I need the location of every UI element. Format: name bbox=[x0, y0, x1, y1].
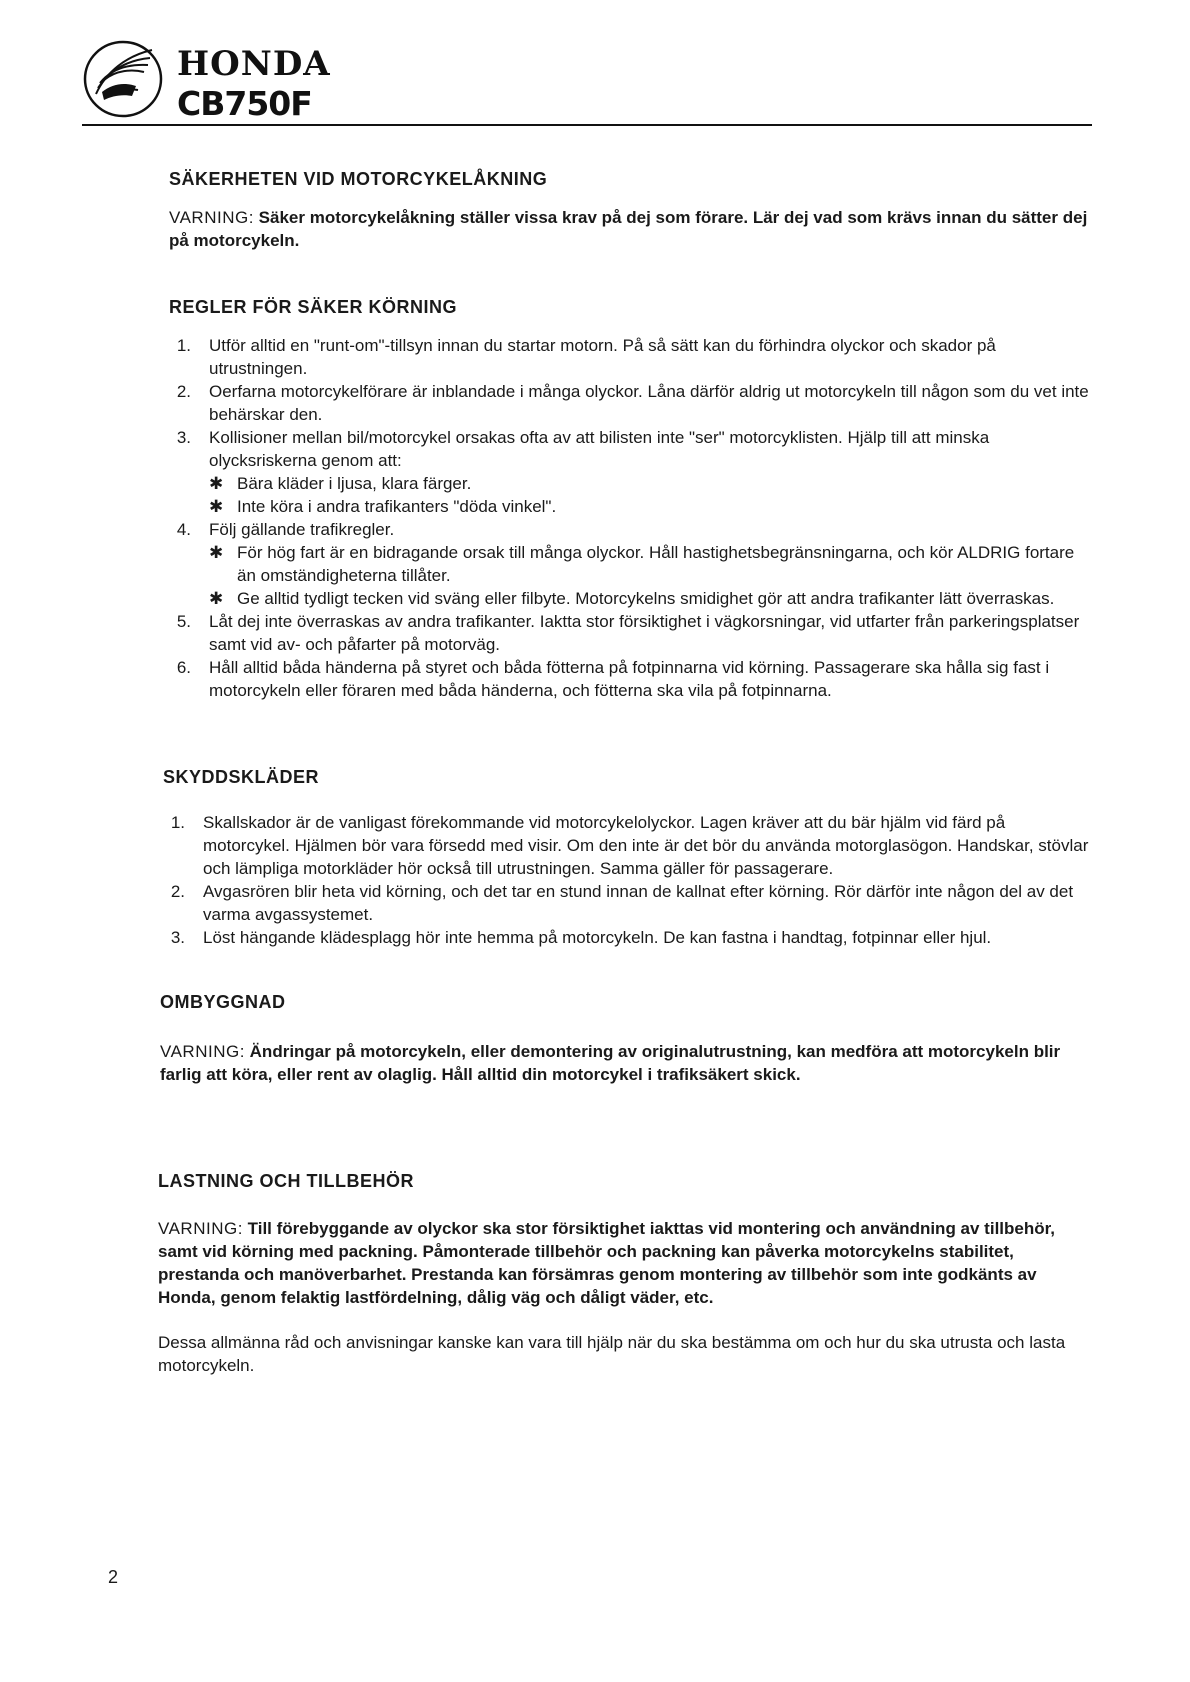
section-title: OMBYGGNAD bbox=[160, 992, 286, 1012]
list-item bbox=[169, 610, 1092, 656]
list-item bbox=[169, 656, 1092, 702]
header-divider bbox=[82, 124, 1092, 126]
closing-note: Dessa allmänna råd och anvisningar kanske kan vara till hjälp när du ska bestämma om och hur du ska utrusta och lasta motorcykeln. bbox=[158, 1333, 1066, 1375]
item-text: Oerfarna motorcykelförare är inblandade i många olyckor. Låna därför aldrig ut motorcykeln till någon som du vet inte behärskar den. bbox=[209, 382, 1089, 424]
item-number: 3. bbox=[176, 428, 191, 447]
asterisk-bullet-icon: ✱ bbox=[209, 474, 224, 493]
item-number: 2. bbox=[170, 882, 185, 901]
sub-list-item bbox=[209, 472, 1092, 495]
item-number: 5. bbox=[176, 612, 191, 631]
item-text: Skallskador är de vanligast förekommande vid motorcykelolyckor. Lagen kräver att du bär hjälm vid färd på motorcykel. Hjälmen bör vara försedd med visir. Om den inte är det bör du använda motorglasögon. Handskar, stövlar och lämpliga motorkläder hör också till utrustningen. Samma gäller för passagerare. bbox=[203, 813, 1089, 878]
section-title: SKYDDSKLÄDER bbox=[163, 767, 320, 787]
list-item bbox=[163, 811, 1092, 880]
sub-list-item bbox=[209, 541, 1092, 587]
sub-item-text: Inte köra i andra trafikanters "döda vinkel". bbox=[237, 497, 557, 516]
warning-label: VARNING: bbox=[160, 1042, 245, 1061]
item-text: Följ gällande trafikregler. bbox=[209, 520, 395, 539]
list-item bbox=[169, 380, 1092, 426]
sub-item-text: Bära kläder i ljusa, klara färger. bbox=[237, 474, 472, 493]
warning-text: Säker motorcykelåkning ställer vissa krav på dej som förare. Lär dej vad som krävs innan du sätter dej på motorcykeln. bbox=[169, 208, 1088, 250]
item-number: 1. bbox=[176, 336, 191, 355]
sub-item-text: Ge alltid tydligt tecken vid sväng eller filbyte. Motorcykelns smidighet gör att andra trafikanter lätt överraskas. bbox=[237, 589, 1055, 608]
warning-text: Till förebyggande av olyckor ska stor försiktighet iakttas vid montering och användning av tillbehör, samt vid körning med packning. Påmonterade tillbehör och packning kan påverka motorcykelns stabilitet, prestanda och manöverbarhet. Prestanda kan försämras genom montering av tillbehör som inte godkänts av Honda, genom felaktig lastfördelning, dålig väg och dåligt väder, etc. bbox=[158, 1219, 1056, 1307]
sub-list-item bbox=[209, 495, 1092, 518]
item-number: 2. bbox=[176, 382, 191, 401]
sub-list-item bbox=[209, 587, 1092, 610]
rules-list bbox=[169, 334, 1092, 702]
section-loading bbox=[158, 1170, 1092, 1377]
item-text: Löst hängande klädesplagg hör inte hemma på motorcykeln. De kan fastna i handtag, fotpinnar eller hjul. bbox=[203, 928, 992, 947]
section-title: REGLER FÖR SÄKER KÖRNING bbox=[169, 297, 458, 317]
item-text: Avgasrören blir heta vid körning, och det tar en stund innan de kallnat efter körning. Rör därför inte någon del av det varma avgassystemet. bbox=[203, 882, 1074, 924]
warning-text: Ändringar på motorcykeln, eller demontering av originalutrustning, kan medföra att motorcykeln blir farlig att köra, eller rent av olaglig. Håll alltid din motorcykel i trafiksäkert skick. bbox=[160, 1042, 1061, 1084]
page-header bbox=[82, 38, 1092, 128]
item-number: 4. bbox=[176, 520, 191, 539]
section-rules bbox=[169, 296, 1092, 702]
item-text: Utför alltid en "runt-om"-tillsyn innan du startar motorn. På så sätt kan du förhindra olyckor och skador på utrustningen. bbox=[209, 336, 996, 378]
list-item bbox=[169, 518, 1092, 610]
item-text: Håll alltid båda händerna på styret och båda fötterna på fotpinnarna vid körning. Passagerare ska hålla sig fast i motorcykeln eller föraren med båda händerna, och fötterna ska vila på fotpinnarna. bbox=[209, 658, 1050, 700]
list-item bbox=[163, 926, 1092, 949]
section-safety bbox=[169, 168, 1092, 252]
item-text: Kollisioner mellan bil/motorcykel orsakas ofta av att bilisten inte "ser" motorcyklisten. Hjälp till att minska olycksriskerna genom att: bbox=[209, 428, 990, 470]
section-rebuild bbox=[160, 991, 1092, 1086]
item-number: 3. bbox=[170, 928, 185, 947]
warning-label: VARNING: bbox=[158, 1219, 243, 1238]
asterisk-bullet-icon: ✱ bbox=[209, 589, 224, 608]
item-number: 1. bbox=[170, 813, 185, 832]
section-clothing bbox=[163, 766, 1092, 949]
list-item bbox=[163, 880, 1092, 926]
clothing-list bbox=[163, 811, 1092, 949]
section-title: SÄKERHETEN VID MOTORCYKELÅKNING bbox=[169, 169, 548, 189]
warning-paragraph bbox=[169, 206, 1092, 252]
sub-item-text: För hög fart är en bidragande orsak till många olyckor. Håll hastighetsbegränsningarna, och kör ALDRIG fortare än omständigheterna tillåter. bbox=[237, 543, 1075, 585]
sub-list bbox=[209, 472, 1092, 518]
model-name: CB750F bbox=[177, 84, 312, 123]
list-item bbox=[169, 334, 1092, 380]
item-number: 6. bbox=[176, 658, 191, 677]
warning-label: VARNING: bbox=[169, 208, 254, 227]
honda-wing-logo-icon bbox=[82, 38, 164, 120]
warning-paragraph bbox=[158, 1217, 1092, 1309]
section-title: LASTNING OCH TILLBEHÖR bbox=[158, 1171, 414, 1191]
brand-name: HONDA bbox=[177, 44, 331, 84]
list-item bbox=[169, 426, 1092, 518]
asterisk-bullet-icon: ✱ bbox=[209, 497, 224, 516]
page-content bbox=[158, 168, 1092, 1377]
warning-paragraph bbox=[160, 1040, 1092, 1086]
item-text: Låt dej inte överraskas av andra trafikanter. Iakttа stor försiktighet i vägkorsningar, vid utfarter från parkeringsplatser samt vid av- och påfarter på motorväg. bbox=[209, 612, 1080, 654]
sub-list bbox=[209, 541, 1092, 610]
asterisk-bullet-icon: ✱ bbox=[209, 543, 224, 562]
page-number: 2 bbox=[108, 1567, 119, 1587]
